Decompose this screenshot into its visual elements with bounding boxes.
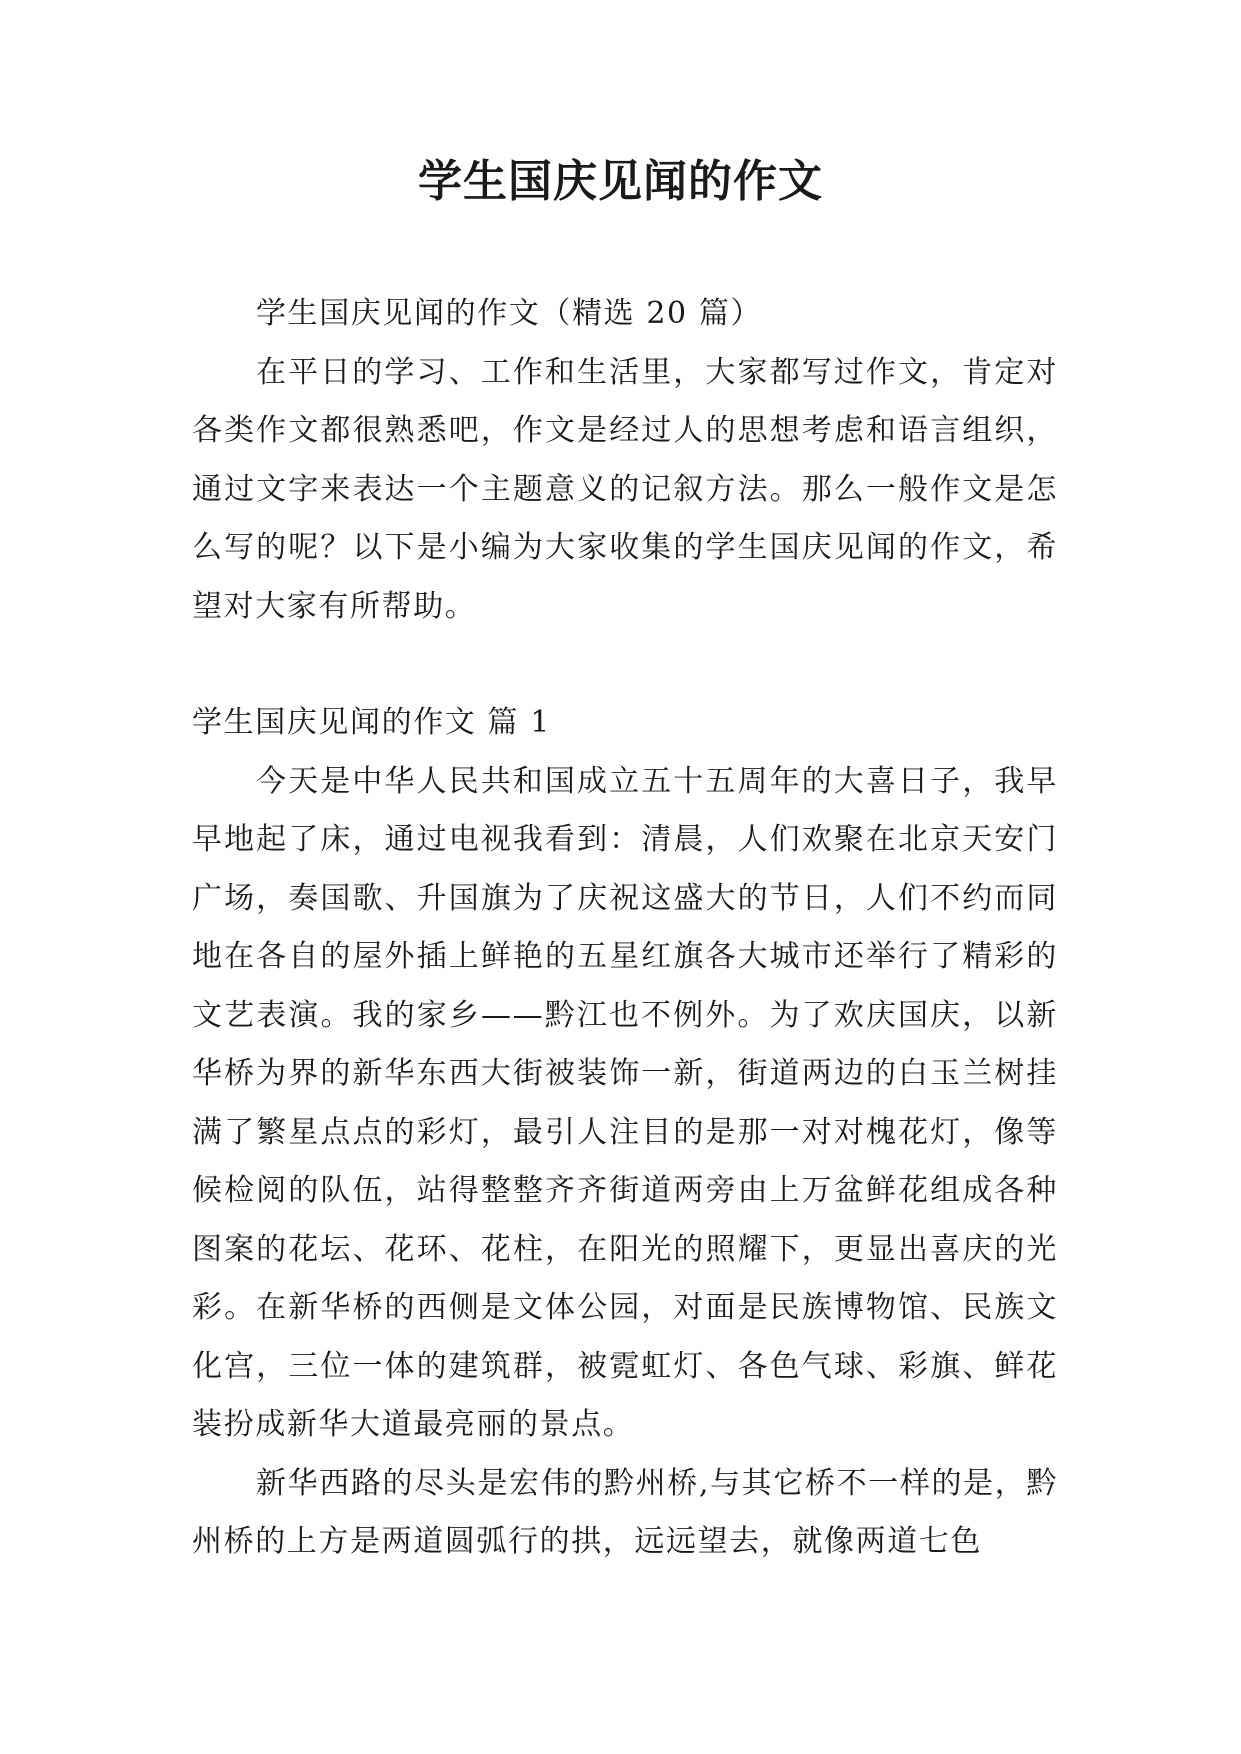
document-title: 学生国庆见闻的作文 — [418, 156, 823, 207]
intro-paragraph: 在平日的学习、工作和生活里，大家都写过作文，肯定对各类作文都很熟悉吧，作文是经过人的思想考虑和语言组织，通过文字来表达一个主题意义的记叙方法。那么一般作文是怎么写的呢？以下是小编为大家收集的学生国庆见闻的作文，希望对大家有所帮助。 — [192, 354, 1058, 624]
section-spacer — [192, 636, 1058, 694]
section-heading: 学生国庆见闻的作文 篇 1 — [192, 705, 551, 740]
body-paragraph-2: 新华西路的尽头是宏伟的黔州桥,与其它桥不一样的是，黔州桥的上方是两道圆弧行的拱，远远望去，就像两道七色 — [192, 1465, 1058, 1559]
document-body — [192, 285, 1058, 1572]
document-subtitle: 学生国庆见闻的作文（精选 20 篇） — [256, 296, 763, 331]
body-paragraph-1: 今天是中华人民共和国成立五十五周年的大喜日子，我早早地起了床，通过电视我看到：清晨，人们欢聚在北京天安门广场，奏国歌、升国旗为了庆祝这盛大的节日，人们不约而同地在各自的屋外插上鲜艳的五星红旗各大城市还举行了精彩的文艺表演。我的家乡——黔江也不例外。为了欢庆国庆，以新华桥为界的新华东西大街被装饰一新，街道两边的白玉兰树挂满了繁星点点的彩灯，最引人注目的是那一对对槐花灯，像等候检阅的队伍，站得整整齐齐街道两旁由上万盆鲜花组成各种图案的花坛、花环、花柱，在阳光的照耀下，更显出喜庆的光彩。在新华桥的西侧是文体公园，对面是民族博物馆、民族文化宫，三位一体的建筑群，被霓虹灯、各色气球、彩旗、鲜花装扮成新华大道最亮丽的景点。 — [192, 763, 1058, 1442]
